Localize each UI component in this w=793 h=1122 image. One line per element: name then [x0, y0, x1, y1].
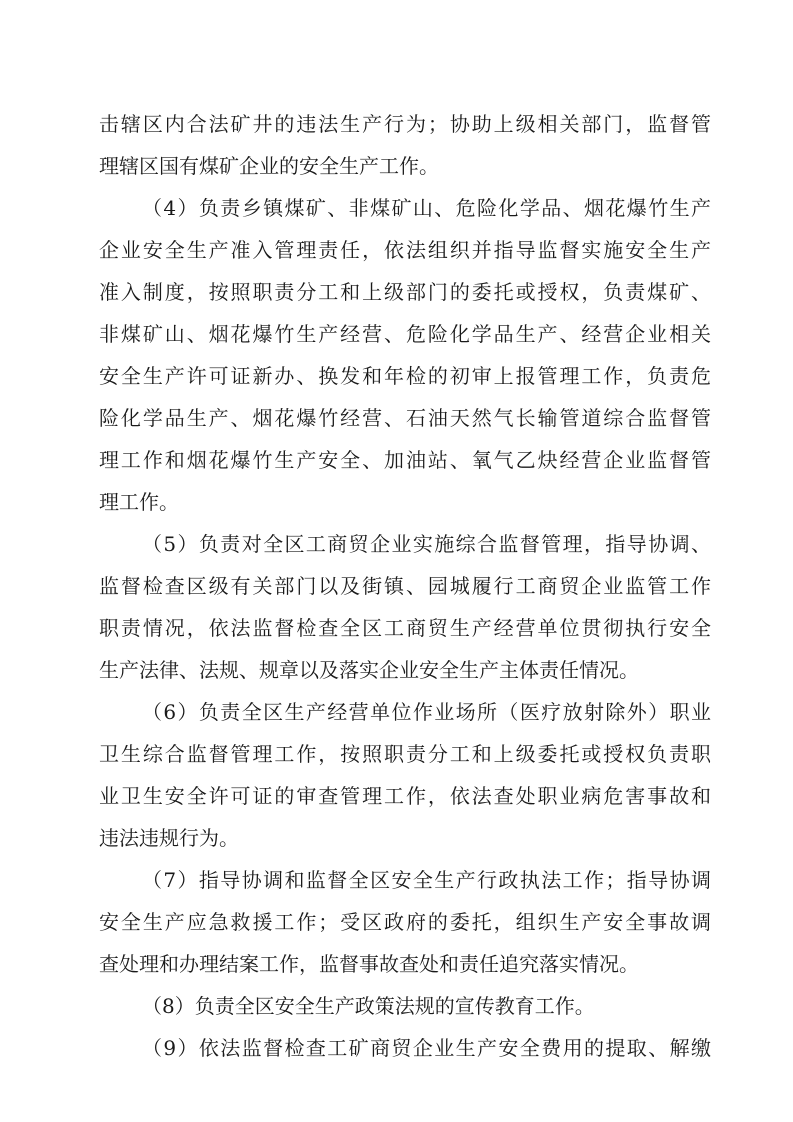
paragraph-heading-line: （6）负责全区生产经营单位作业场所（医疗放射除外）职业 [142, 700, 711, 724]
text-line: 卫生综合监督管理工作，按照职责分工和上级委托或授权负责职 [99, 742, 711, 766]
text-line: 安全生产许可证新办、换发和年检的初审上报管理工作，负责危 [99, 364, 711, 388]
text-line: 准入制度，按照职责分工和上级部门的委托或授权，负责煤矿、 [99, 280, 711, 304]
text-line: 查处理和办理结案工作，监督事故查处和责任追究落实情况。 [99, 952, 639, 976]
text-line: 企业安全生产准入管理责任，依法组织并指导监督实施安全生产 [99, 238, 711, 262]
text-line: 安全生产应急救援工作；受区政府的委托，组织生产安全事故调 [99, 910, 711, 934]
text-line: 职责情况，依法监督检查全区工商贸生产经营单位贯彻执行安全 [99, 616, 711, 640]
text-line: 违法违规行为。 [99, 826, 239, 850]
text-line: 击辖区内合法矿井的违法生产行为；协助上级相关部门，监督管 [99, 112, 711, 136]
text-line: 非煤矿山、烟花爆竹生产经营、危险化学品生产、经营企业相关 [99, 322, 711, 346]
paragraph-heading-line: （5）负责对全区工商贸企业实施综合监督管理，指导协调、 [142, 532, 711, 556]
text-line: 理辖区国有煤矿企业的安全生产工作。 [99, 154, 439, 178]
paragraph-heading-line: （7）指导协调和监督全区安全生产行政执法工作；指导协调 [142, 868, 711, 892]
text-line: 业卫生安全许可证的审查管理工作，依法查处职业病危害事故和 [99, 784, 711, 808]
text-line: 理工作和烟花爆竹生产安全、加油站、氧气乙炔经营企业监督管 [99, 448, 711, 472]
paragraph-heading-line: （4）负责乡镇煤矿、非煤矿山、危险化学品、烟花爆竹生产 [142, 196, 711, 220]
text-line: 理工作。 [99, 490, 179, 514]
paragraph-heading-line: （8）负责全区安全生产政策法规的宣传教育工作。 [142, 994, 595, 1018]
text-line: 监督检查区级有关部门以及街镇、园城履行工商贸企业监管工作 [99, 574, 711, 598]
text-line: 生产法律、法规、规章以及落实企业安全生产主体责任情况。 [99, 658, 639, 682]
paragraph-heading-line: （9）依法监督检查工矿商贸企业生产安全费用的提取、解缴 [142, 1036, 711, 1060]
text-line: 险化学品生产、烟花爆竹经营、石油天然气长输管道综合监督管 [99, 406, 711, 430]
